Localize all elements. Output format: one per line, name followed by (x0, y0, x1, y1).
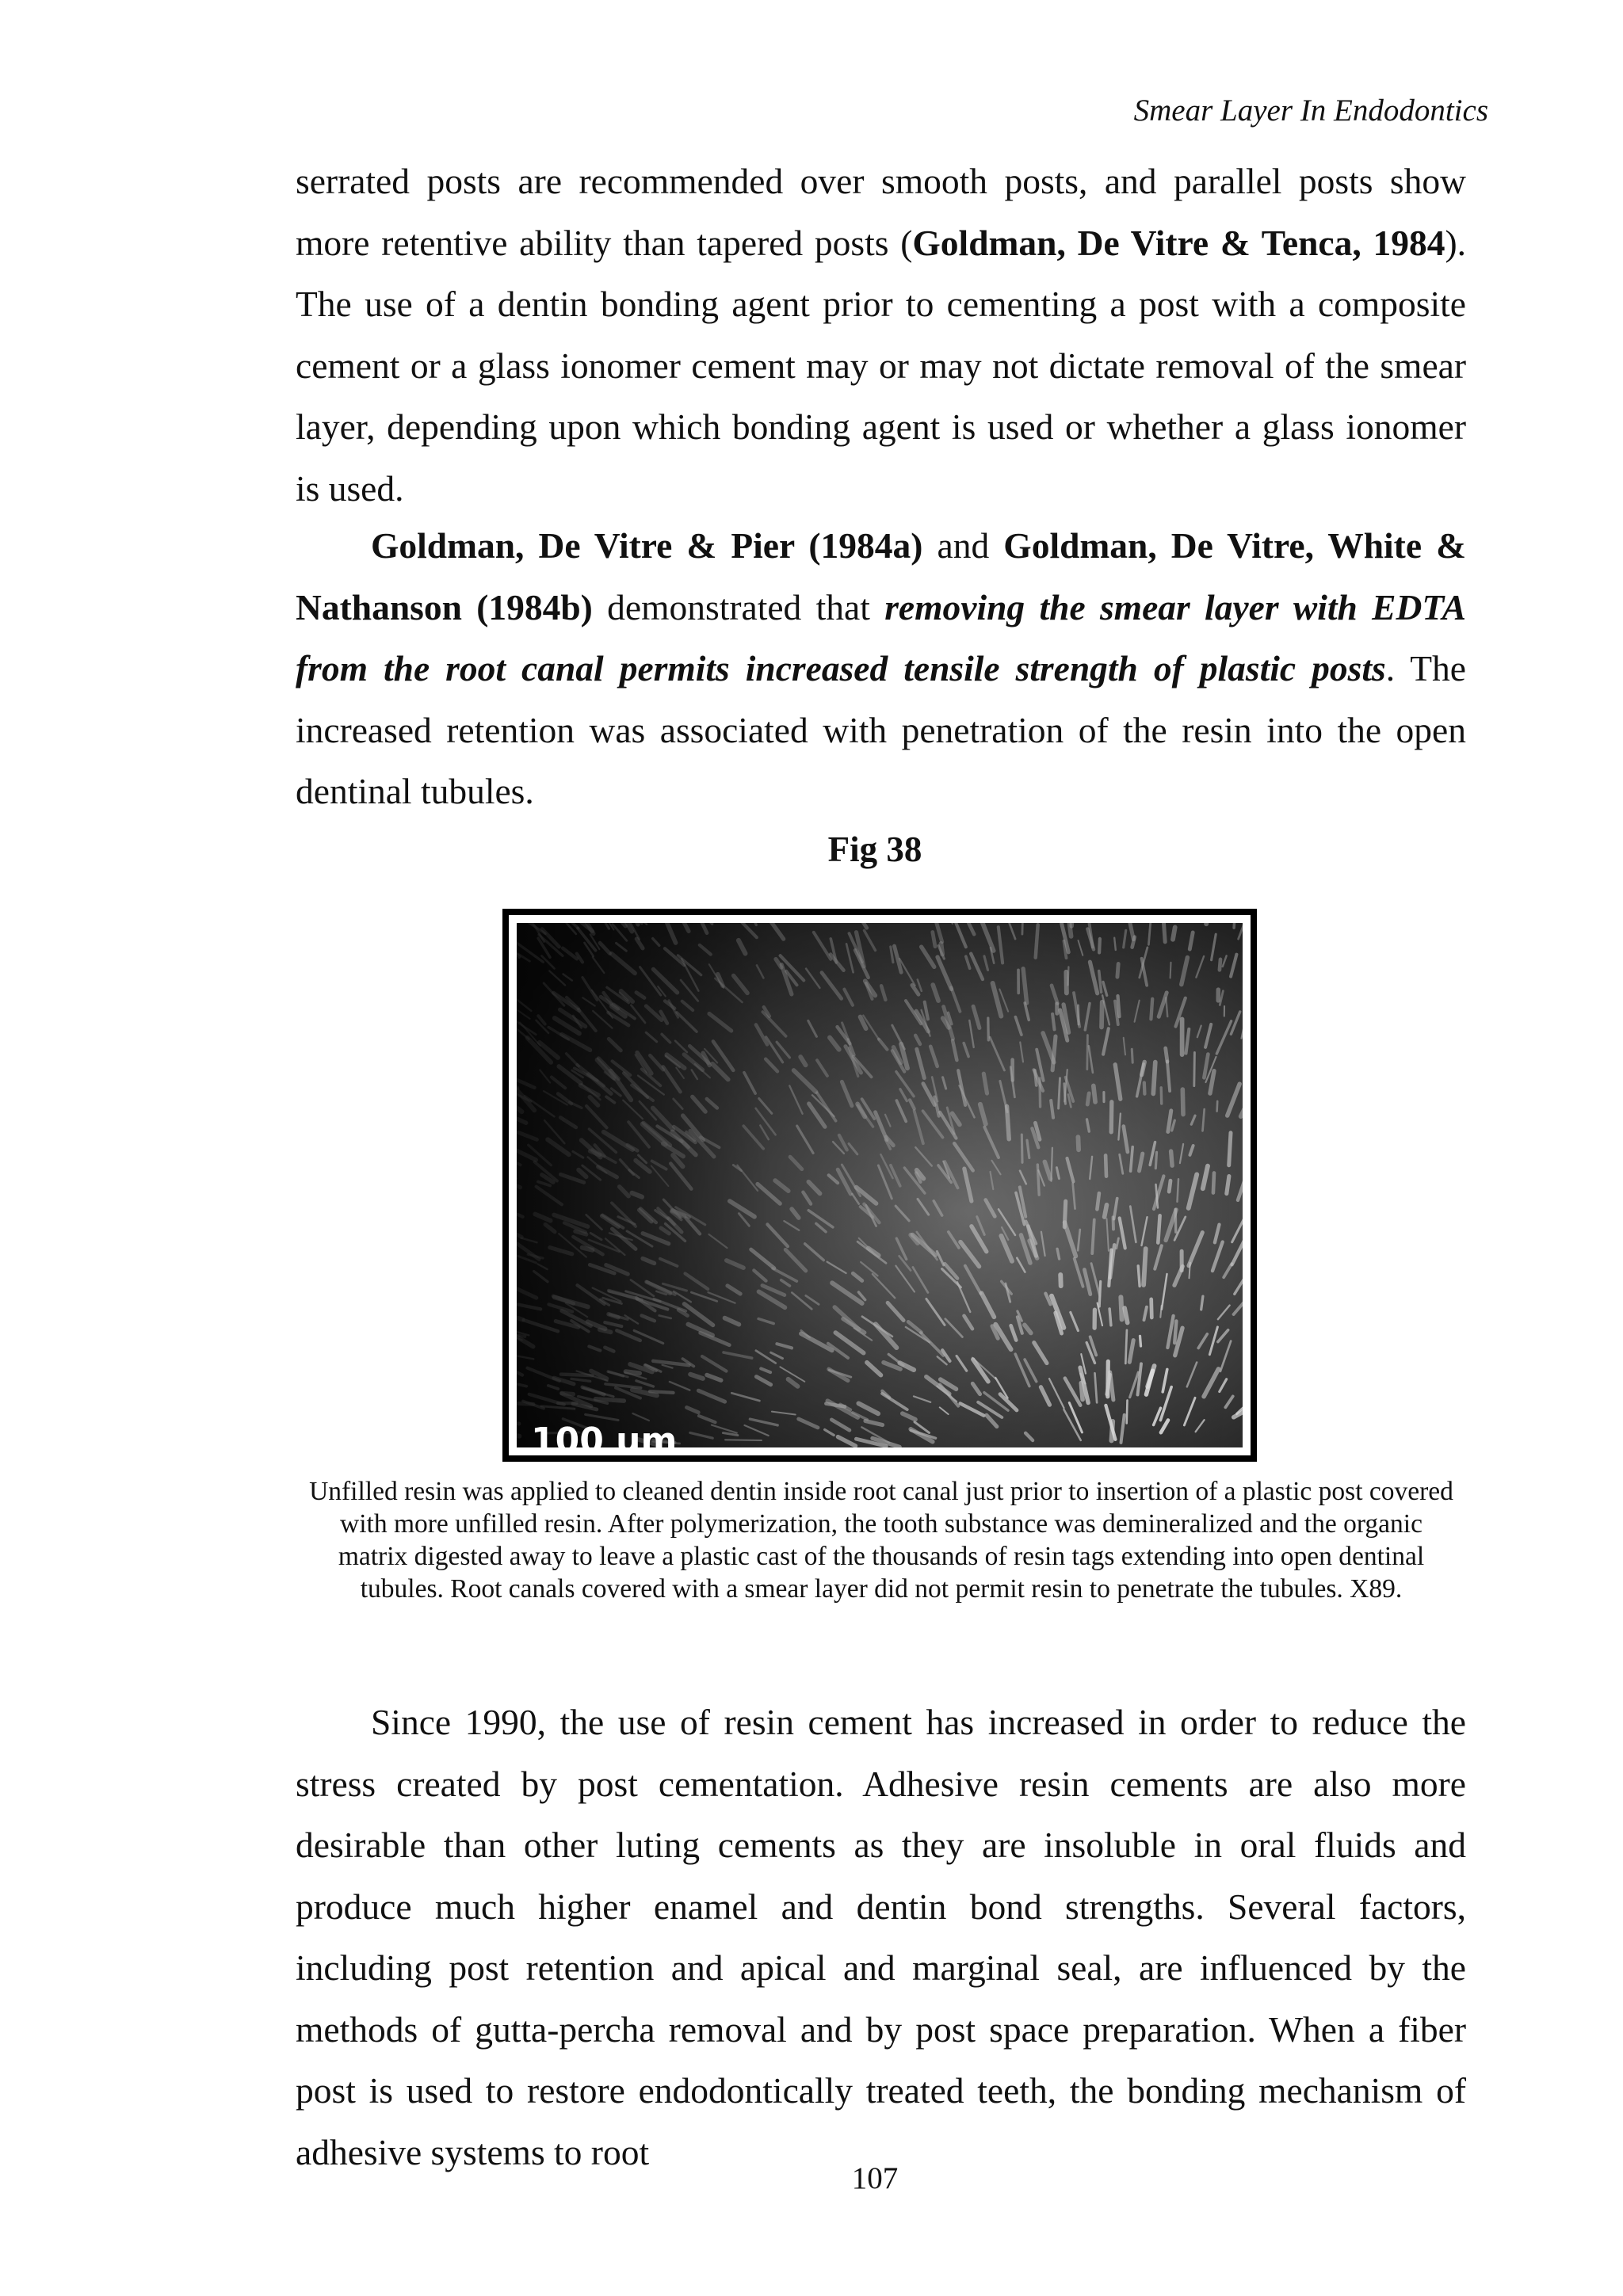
citation: Goldman, De Vitre, White & Nathanson (1984b) (296, 525, 1466, 627)
paragraph-text: demonstrated that (592, 586, 885, 627)
figure-caption: Unfilled resin was applied to cleaned dentin inside root canal just prior to insertion of a plastic post covered with more unfilled resin. After polymerization, the tooth substance was demineralized and the organic matrix digested away to leave a plastic cast of the thousands of resin tags extending into open dentinal tubules. Root canals covered with a smear layer did not permit resin to penetrate the tubules. X89. (309, 1477, 1453, 1604)
paragraph-text: serrated posts are recommended over smooth posts, and parallel posts show more retentive ability than tapered posts ( (296, 161, 1466, 263)
paragraph-text: Since 1990, the use of resin cement has increased in order to reduce the stress created by post cementation. Adhesive resin cements are also more desirable than other luting cements as they are insoluble in oral fluids and produce much higher enamel and dentin bond strengths. Several factors, including post retention and apical and marginal seal, are influenced by the methods of gutta-percha removal and by post space preparation. When a fiber post is used to restore endodontically treated teeth, the bonding mechanism of adhesive systems to root (296, 1702, 1466, 2172)
paragraph-edta-study (296, 515, 1466, 822)
emphasized-finding: removing the smear layer with EDTA from the root canal permits increased tensile strength of plastic posts (296, 586, 1466, 688)
resin-tags-micrograph (517, 923, 1243, 1447)
figure-label: Fig 38 (827, 830, 922, 869)
scale-bar-label: 100 um (531, 1421, 678, 1461)
paragraph-post-retention (296, 151, 1466, 519)
citation: Goldman, De Vitre & Tenca, 1984 (912, 222, 1445, 263)
paragraph-resin-cement (296, 1691, 1466, 2183)
paragraph-text: ). The use of a dentin bonding agent prior to cementing a post with a composite cement or a glass ionomer cement may or may not dictate removal of the smear layer, depending upon which bonding agent is used or whether a glass ionomer is used. (296, 222, 1466, 509)
paragraph-text: and (922, 525, 1004, 566)
citation: Goldman, De Vitre & Pier (1984a) (371, 525, 923, 566)
running-header: Smear Layer In Endodontics (1133, 93, 1488, 128)
page-number: 107 (851, 2161, 899, 2195)
micrograph-image-area (509, 915, 1251, 1461)
micrograph-figure (502, 909, 1257, 1462)
paragraph-text: . The increased retention was associated with penetration of the resin into the open dentinal tubules. (296, 648, 1467, 811)
